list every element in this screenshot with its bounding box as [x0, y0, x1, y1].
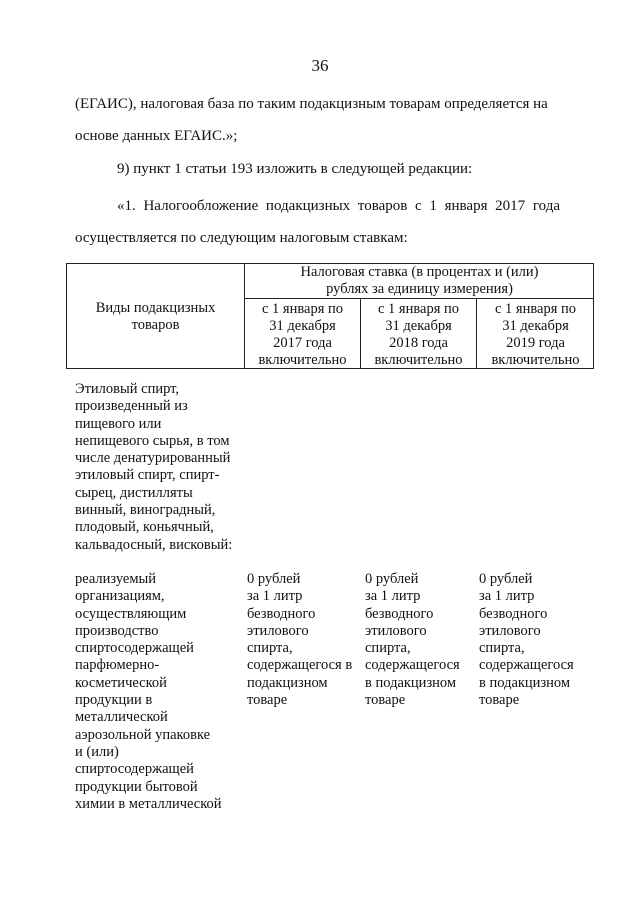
table-header-tax-rate: Налоговая ставка (в процентах и (или) рублях за единицу измерения) — [300, 264, 539, 297]
page-number: 36 — [311, 56, 329, 75]
rate-cell-2018: 0 рублей за 1 литр безводного этилового спирта, содержащегося в подакцизном товаре — [365, 571, 460, 709]
paragraph-line: 9) пункт 1 статьи 193 изложить в следующей редакции: — [117, 161, 473, 177]
paragraph-line: (ЕГАИС), налоговая база по таким подакцизным товарам определяется на — [75, 96, 548, 112]
rate-cell-2017: 0 рублей за 1 литр безводного этилового спирта, содержащегося в подакцизном товаре — [247, 571, 353, 709]
table-header-period-2017: с 1 января по 31 декабря 2017 года включительно — [258, 301, 347, 368]
row-label: реализуемый организациям, осуществляющим производство спиртосодержащей парфюмерно- косметической продукции в металлической аэрозольной упаковке и (или) спиртосодержащей продукции бытовой химии в металлической — [75, 571, 222, 812]
paragraph-line: «1. Налогообложение подакцизных товаров с 1 января 2017 года — [117, 198, 560, 214]
table-header-period-2019: с 1 января по 31 декабря 2019 года включительно — [491, 301, 580, 368]
table-header-period-2018: с 1 января по 31 декабря 2018 года включительно — [374, 301, 463, 368]
paragraph-line: основе данных ЕГАИС.»; — [75, 128, 238, 144]
rate-cell-2019: 0 рублей за 1 литр безводного этилового спирта, содержащегося в подакцизном товаре — [479, 571, 574, 709]
paragraph-line: осуществляется по следующим налоговым ставкам: — [75, 230, 408, 246]
section-heading-ethyl-alcohol: Этиловый спирт, произведенный из пищевого или непищевого сырья, в том числе денатурированный этиловый спирт, спирт- сырец, дистилляты винный, виноградный, плодовый, коньячный, кальвадосный, висковый: — [75, 381, 233, 553]
table-header-product-types: Виды подакцизных товаров — [95, 300, 216, 333]
tax-rate-table — [66, 263, 594, 369]
